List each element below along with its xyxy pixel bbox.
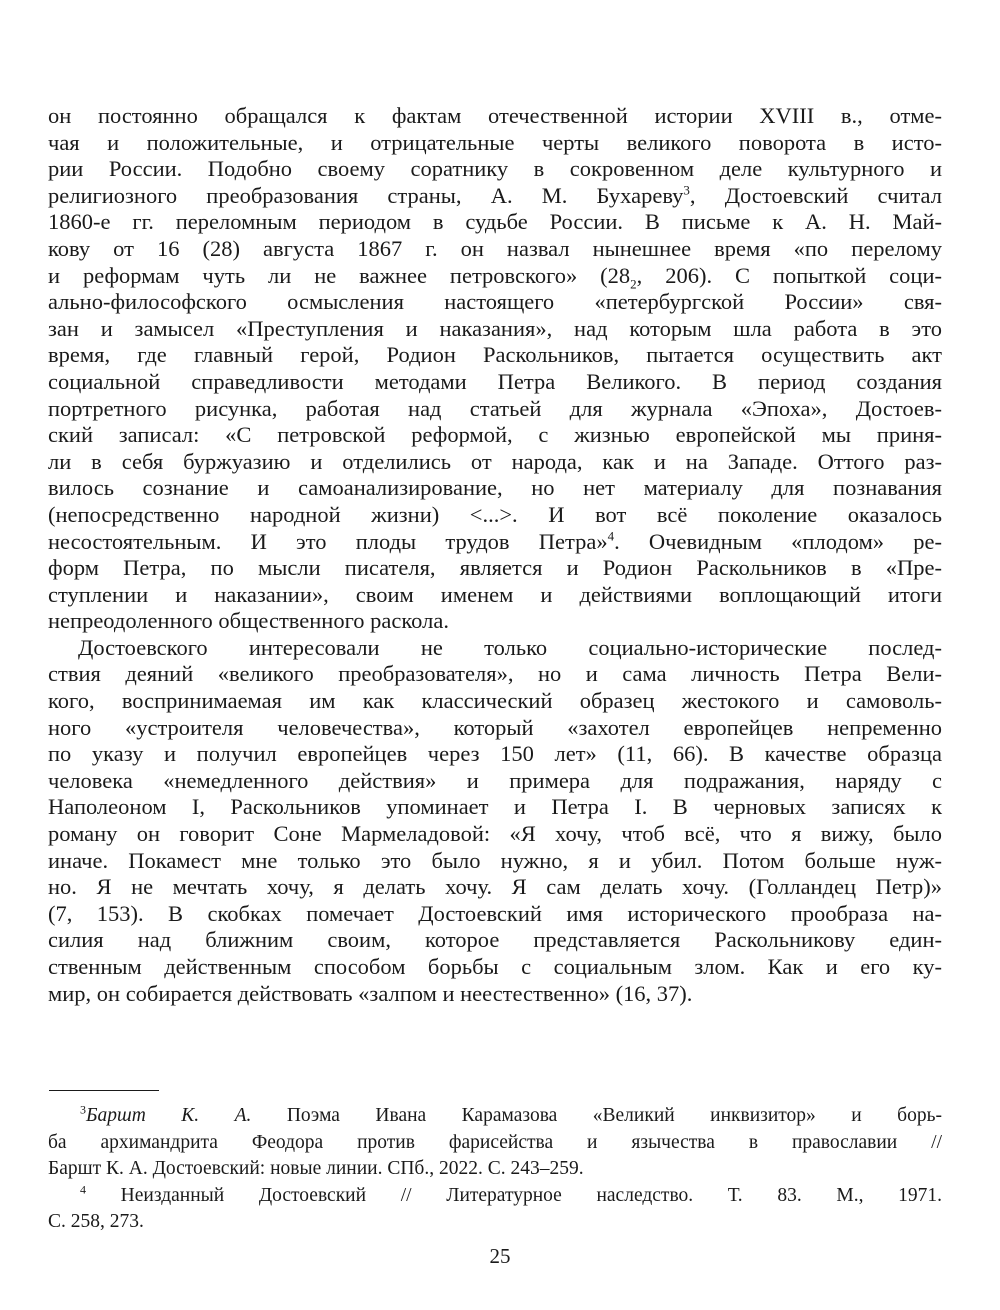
text-line: [48, 529, 942, 556]
footnote-line: Баршт К. А. Достоевский: новые линии. СПб., 2022. С. 243–259.: [48, 1158, 584, 1179]
text-line: кову от 16 (28) августа 1867 г. он назвал нынешнее время «по перелому: [48, 235, 942, 261]
text-line: социальной справедливости методами Петра Великого. В период создания: [48, 368, 942, 394]
text-line: 1860-е гг. переломным периодом в судьбе России. В письме к А. Н. Май-: [48, 209, 942, 235]
footnote-separator: [49, 1090, 159, 1091]
footnote-3: [48, 1103, 942, 1183]
page-number: 25: [489, 1244, 511, 1268]
text-line: портретного рисунка, работая над статьей для журнала «Эпоха», Достоев-: [48, 395, 942, 421]
footnote-line: ба архимандрита Феодора против фарисейства и язычества в православии //: [48, 1131, 942, 1153]
footnote-ref-3[interactable]: 3: [683, 182, 690, 198]
text-line: (7, 153). В скобках помечает Достоевский имя исторического прообраза на-: [48, 900, 942, 926]
text-line: (непосредственно народной жизни) <...>. И вот всё поколение оказалось: [48, 501, 942, 527]
footnote-line: С. 258, 273.: [48, 1211, 144, 1232]
footnote-line: [48, 1183, 942, 1210]
footnote-text: Поэма Ивана Карамазова «Великий инквизитор» и борь-: [251, 1105, 942, 1126]
text-line: время, где главный герой, Родион Раскольников, пытается осуществить акт: [48, 342, 942, 368]
text-line: мир, он собирается действовать «залпом и неестественно» (16, 37).: [48, 980, 693, 1006]
text-line: [48, 183, 942, 210]
text-line: иначе. Покамест мне только это было нужно, я и убил. Потом больше нуж-: [48, 847, 942, 873]
text-line: ли в себя буржуазию и отделились от народа, как и на Западе. Оттого раз-: [48, 448, 942, 474]
text-line: по указу и получил европейцев через 150 лет» (11, 66). В качестве образца: [48, 741, 942, 767]
text-line: кого, воспринимаемая им как классический образец жестокого и самоволь-: [48, 688, 942, 714]
text-line: зан и замысел «Преступления и наказания», над которым шла работа в это: [48, 315, 942, 341]
footnote-line: [48, 1103, 942, 1130]
text-line: ступлении и наказании», своим именем и действиями воплощающий итоги: [48, 581, 942, 607]
text-line: форм Петра, по мысли писателя, является и Родион Раскольников в «Пре-: [48, 555, 942, 581]
text-line: рии России. Подобно своему соратнику в сокровенном деле культурного и: [48, 156, 942, 182]
text-line: Наполеоном I, Раскольников упоминает и Петра I. В черновых записях к: [48, 794, 942, 820]
text-segment: религиозного преобразования страны, А. М. Бухареву: [48, 182, 684, 208]
footnote-4: [48, 1183, 942, 1236]
text-line: ально-философского осмысления настоящего «петербургской России» свя-: [48, 289, 942, 315]
text-line: непреодоленного общественного раскола.: [48, 608, 449, 634]
text-segment: несостоятельным. И это плоды трудов Петра»: [48, 528, 608, 554]
text-line: ствия деяний «великого преобразователя», но и сама личность Петра Вели-: [48, 661, 942, 687]
paragraph-2: [48, 635, 942, 1007]
footnote-mark: 4: [80, 1182, 86, 1196]
footnote-author: Баршт К. А.: [86, 1105, 252, 1126]
text-line: он постоянно обращался к фактам отечественной истории XVIII в., отме-: [48, 103, 942, 128]
text-line: Достоевского интересовали не только социально-исторические послед-: [78, 634, 942, 660]
text-segment: и реформам чуть ли не важнее петровского» (28: [48, 262, 631, 288]
footnote-ref-4[interactable]: 4: [607, 528, 615, 543]
text-line: силия над ближним своим, которое представляется Раскольникову един-: [48, 927, 942, 953]
text-segment: , 206). С попыткой соци-: [636, 262, 942, 288]
text-line: ственным действенным способом борьбы с социальным злом. Как и его ку-: [48, 954, 942, 979]
main-text: [48, 103, 942, 1007]
text-line: чая и положительные, и отрицательные черты великого поворота в исто-: [48, 129, 942, 155]
footnote-text: Неизданный Достоевский // Литературное наследство. Т. 83. М., 1971.: [86, 1184, 942, 1206]
text-segment: . Очевидным «плодом» ре-: [614, 528, 942, 554]
text-line: ного «устроителя человечества», который «захотел европейцев непременно: [48, 714, 942, 740]
text-line: но. Я не мечтать хочу, я делать хочу. Я сам делать хочу. (Голландец Петр)»: [48, 874, 942, 900]
footnote-mark: 3: [80, 1102, 86, 1117]
text-line: роману он говорит Соне Мармеладовой: «Я хочу, чтоб всё, что я вижу, было: [48, 821, 942, 847]
text-line: человека «немедленного действия» и примера для подражания, наряду с: [48, 767, 942, 793]
volume-subscript: 2: [630, 276, 637, 292]
text-line: вилось сознание и самоанализирование, но нет материалу для познавания: [48, 475, 942, 501]
footnotes: [48, 1103, 942, 1236]
text-segment: , Достоевский считал: [689, 182, 942, 208]
text-line: ский записал: «С петровской реформой, с жизнью европейской мы приня-: [48, 422, 942, 448]
paragraph-1: [48, 103, 942, 635]
text-line: [48, 263, 942, 290]
